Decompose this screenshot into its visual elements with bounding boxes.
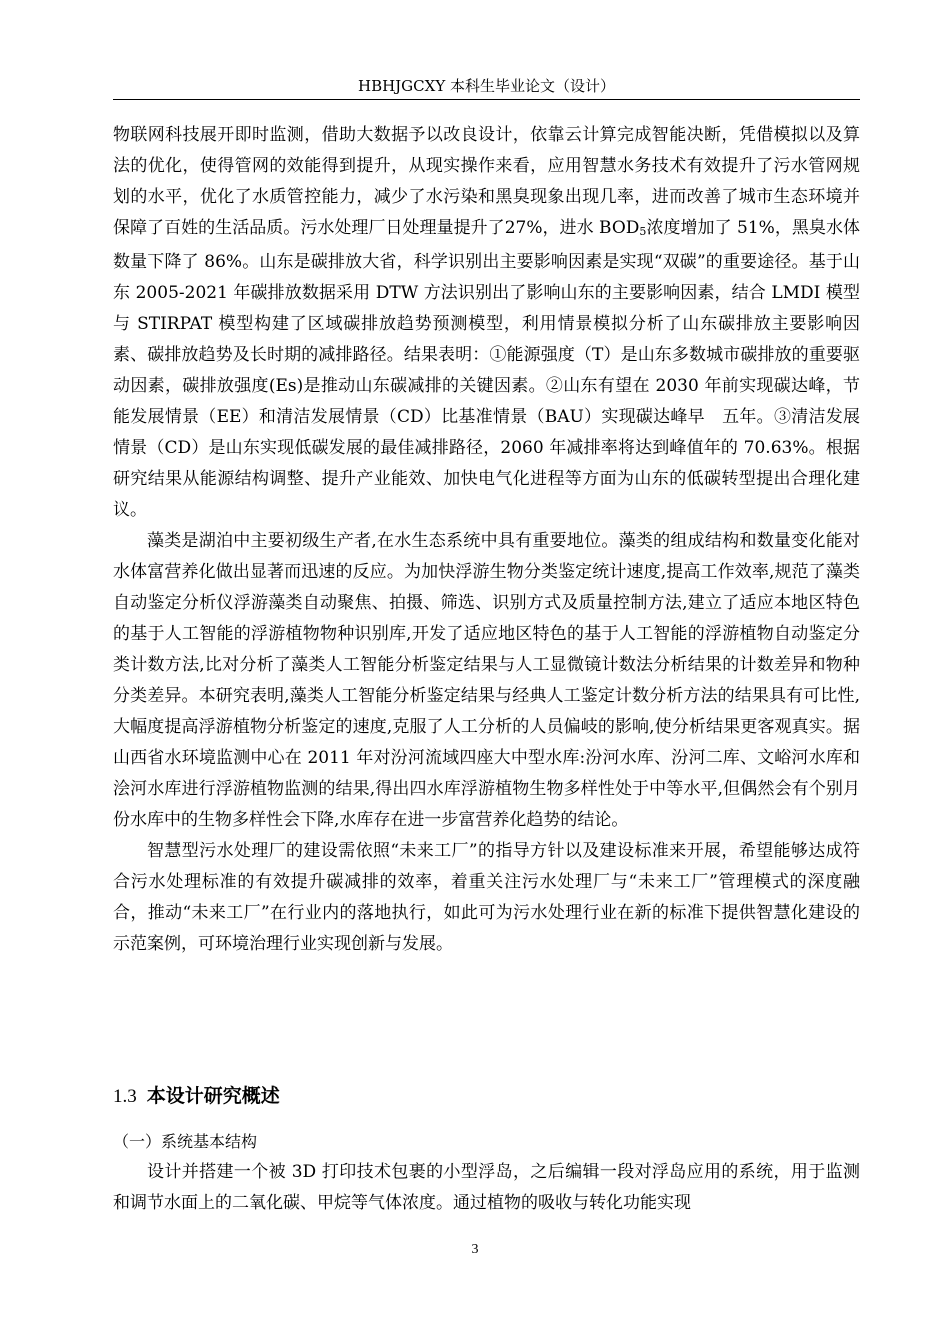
page-number: 3 <box>471 1242 479 1257</box>
body-text <box>113 120 860 960</box>
header-title: HBHJGCXY 本科生毕业论文（设计） <box>357 77 615 95</box>
section-title: 本设计研究概述 <box>146 1085 280 1107</box>
subscript: 5 <box>639 225 647 238</box>
paragraph-algae: 藻类是湖泊中主要初级生产者,在水生态系统中具有重要地位。藻类的组成结构和数量变化能对水体富营养化做出显著而迅速的反应。为加快浮游生物分类鉴定统计速度,提高工作效率,规范了藻类自动鉴定分析仪浮游藻类自动聚焦、拍摄、筛选、识别方式及质量控制方法,建立了适应本地区特色的基于人工智能的浮游植物物种识别库,开发了适应地区特色的基于人工智能的浮游植物自动鉴定分类计数方法,比对分析了藻类人工智能分析鉴定结果与人工显微镜计数法分析结果的计数差异和物种分类差异。本研究表明,藻类人工智能分析鉴定结果与经典人工鉴定计数分析方法的结果具有可比性,大幅度提高浮游植物分析鉴定的速度,克服了人工分析的人员偏岐的影响,使分析结果更客观真实。据山西省水环境监测中心在 2011 年对汾河流域四座大中型水库:汾河水库、汾河二库、文峪河水库和浍河水库进行浮游植物监测的结果,得出四水库浮游植物生物多样性处于中等水平,但偶然会有个别月份水库中的生物多样性会下降,水库存在进一步富营养化趋势的结论。 <box>113 531 860 830</box>
paragraph-carbon-emission <box>113 120 860 526</box>
paragraph-design: 设计并搭建一个被 3D 打印技术包裹的小型浮岛，之后编辑一段对浮岛应用的系统，用于监测和调节水面上的二氧化碳、甲烷等气体浓度。通过植物的吸收与转化功能实现 <box>113 1162 860 1213</box>
paragraph-text: 浓度增加了 51%，黑臭水体数量下降了 86%。山东是碳排放大省，科学识别出主要影响因素是实现“双碳”的重要途径。基于山东 2005-2021 年碳排放数据采用 DTW 方法识别出了影响山东的主要影响因素，结合 LMDI 模型与 STIRPAT 模型构建了区域碳排放趋势预测模型，利用情景模拟分析了山东碳排放主要影响因素、碳排放趋势及长时期的减排路径。结果表明：①能源强度（T）是山东多数城市碳排放的重要驱动因素，碳排放强度(Es)是推动山东碳减排的关键因素。②山东有望在 2030 年前实现碳达峰，节能发展情景（EE）和清洁发展情景（CD）比基准情景（BAU）实现碳达峰早 五年。③清洁发展情景（CD）是山东实现低碳发展的最佳减排路径，2060 年减排率将达到峰值年的 70.63%。根据研究结果从能源结构调整、提升产业能效、加快电气化进程等方面为山东的低碳转型提出合理化建议。 <box>113 218 860 520</box>
paragraph-text: 物联网科技展开即时监测，借助大数据予以改良设计，依靠云计算完成智能决断，凭借模拟以及算法的优化，使得管网的效能得到提升，从现实操作来看，应用智慧水务技术有效提升了污水管网规划的水平，优化了水质管控能力，减少了水污染和黑臭现象出现几率，进而改善了城市生态环境并保障了百姓的生活品质。污水处理厂日处理量提升了27%，进水 BOD <box>113 125 860 238</box>
subsection-heading: （一）系统基本结构 <box>113 1132 258 1151</box>
tail-text <box>113 1126 860 1219</box>
paragraph-smart-plant: 智慧型污水处理厂的建设需依照“未来工厂”的指导方针以及建设标准来开展，希望能够达成符合污水处理标准的有效提升碳减排的效率，着重关注污水处理厂与“未来工厂”管理模式的深度融合，推动“未来工厂”在行业内的落地执行，如此可为污水处理行业在新的标准下提供智慧化建设的示范案例，可环境治理行业实现创新与发展。 <box>113 841 860 954</box>
section-heading <box>113 1081 860 1112</box>
page-header <box>113 76 860 100</box>
section-number: 1.3 <box>113 1086 137 1107</box>
